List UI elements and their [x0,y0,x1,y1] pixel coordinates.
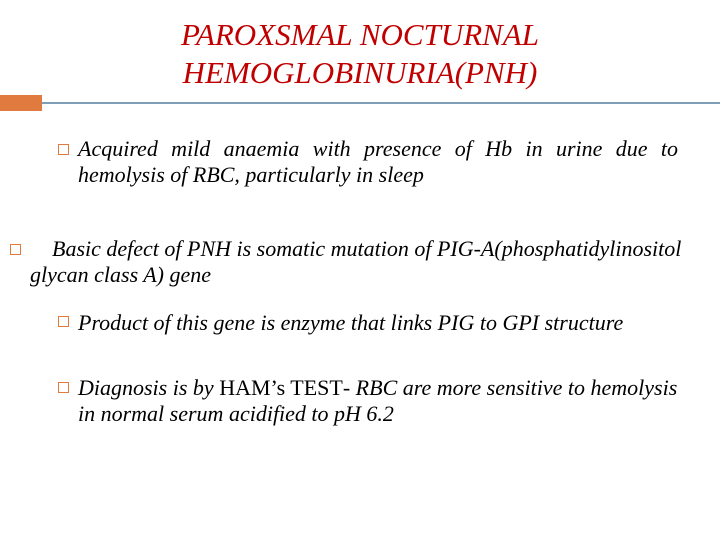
title-divider [42,102,720,104]
bullet-gene-product: Product of this gene is enzyme that links PIG to GPI structure [78,310,624,335]
bullet-acquired-anaemia: Acquired mild anaemia with presence of Hb in urine due to hemolysis of RBC, particularly in sleep [78,136,678,187]
diagnosis-prefix: Diagnosis is by [78,375,220,400]
bullet-diagnosis [78,375,678,427]
square-bullet-icon [10,244,21,255]
accent-bar [0,95,42,111]
title-line-1: PAROXSMAL NOCTURNAL [181,17,539,52]
title-line-2: HEMOGLOBINURIA(PNH) [182,55,538,90]
square-bullet-icon [58,382,69,393]
bullet-basic-defect [30,236,695,288]
square-bullet-icon [58,144,69,155]
slide-title [100,16,620,92]
bullet-basic-defect-text: Basic defect of PNH is somatic mutation of PIG-A(phosphatidylinositol glycan class A) gene [30,236,682,287]
square-bullet-icon [58,316,69,327]
diagnosis-suffix: - RBC are more sensitive to hemolysis in normal serum acidified to pH 6.2 [78,375,678,426]
hams-test-emphasis: HAM’s TEST [219,375,343,400]
